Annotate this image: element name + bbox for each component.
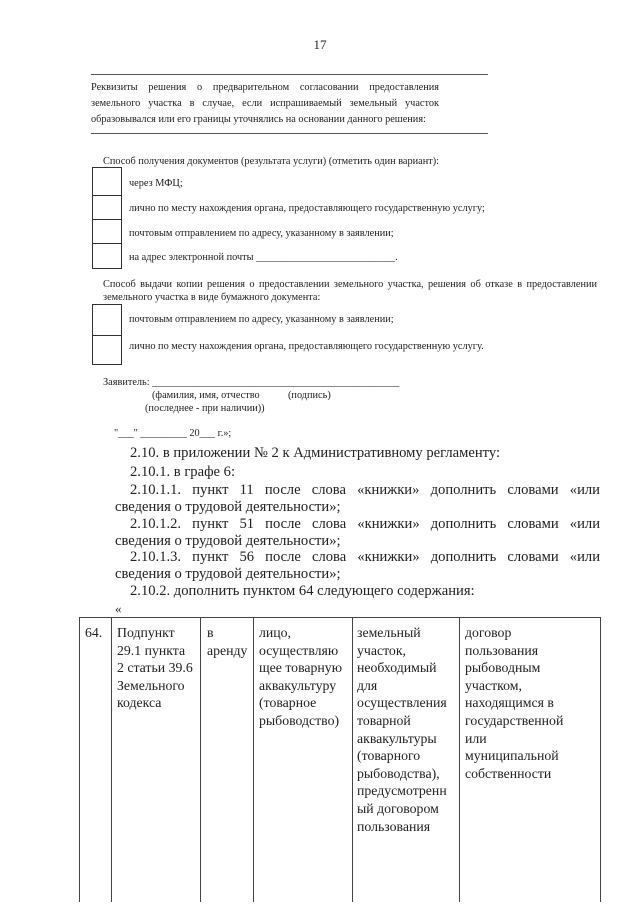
table-cell-number: 64. bbox=[85, 625, 103, 640]
table-border bbox=[459, 617, 460, 902]
issue-method-line-2: земельного участка в виде бумажного документа: bbox=[103, 292, 321, 303]
table-border bbox=[200, 617, 201, 902]
table-cell-document: договор пользования рыбоводным участком, находящимся в государственной или муниципальной собственности bbox=[465, 625, 564, 781]
page-number: 17 bbox=[313, 37, 327, 52]
table-border bbox=[79, 617, 80, 902]
paragraph-2-10-1-3-cont: сведения о трудовой деятельности»; bbox=[115, 566, 341, 582]
option-in-person: лично по месту нахождения органа, предоставляющего государственную услугу; bbox=[129, 203, 485, 214]
table-top-border bbox=[79, 617, 601, 618]
paragraph-2-10-1-2: 2.10.1.2. пункт 51 после слова «книжки» дополнить словами «или bbox=[130, 516, 600, 532]
paragraph-2-10-2: 2.10.2. дополнить пунктом 64 следующего содержания: bbox=[130, 583, 475, 599]
table-cell-basis: Подпункт 29.1 пункта 2 статьи 39.6 Земельного кодекса bbox=[117, 625, 193, 711]
checkbox-email[interactable] bbox=[92, 243, 122, 269]
applicant-signature-caption: (подпись) bbox=[288, 390, 331, 401]
checkbox-issue-post[interactable] bbox=[92, 304, 122, 336]
issue-method-line-1: Способ выдачи копии решения о предоставлении земельного участка, решения об отказе в предоставлении bbox=[103, 279, 597, 290]
paragraph-2-10-1-1-cont: сведения о трудовой деятельности»; bbox=[115, 499, 341, 515]
paragraph-2-10-1: 2.10.1. в графе 6: bbox=[130, 464, 236, 480]
checkbox-mfc[interactable] bbox=[92, 167, 122, 196]
blank-line bbox=[91, 74, 488, 75]
checkbox-post[interactable] bbox=[92, 219, 122, 244]
table-cell-type: в аренду bbox=[207, 625, 248, 658]
rekvizity-line-3: образовывался или его границы уточнялись на основании данного решения: bbox=[91, 114, 426, 125]
paragraph-2-10-1-2-cont: сведения о трудовой деятельности»; bbox=[115, 533, 341, 549]
option-post: почтовым отправлением по адресу, указанному в заявлении; bbox=[129, 228, 394, 239]
issue-option-in-person: лично по месту нахождения органа, предоставляющего государственную услугу. bbox=[129, 341, 484, 352]
checkbox-in-person[interactable] bbox=[92, 195, 122, 220]
paragraph-2-10: 2.10. в приложении № 2 к Административному регламенту: bbox=[130, 445, 501, 461]
applicant-signature-line: Заявитель: ________________________________________________ bbox=[103, 377, 400, 388]
table-border bbox=[111, 617, 112, 902]
rekvizity-line-2: земельного участка в случае, если испрашиваемый земельный участок bbox=[91, 98, 439, 109]
applicant-patronymic-caption: (последнее - при наличии)) bbox=[145, 403, 265, 414]
applicant-fio-caption: (фамилия, имя, отчество bbox=[152, 390, 260, 401]
table-border bbox=[352, 617, 353, 902]
paragraph-2-10-1-3: 2.10.1.3. пункт 56 после слова «книжки» дополнить словами «или bbox=[130, 549, 600, 565]
table-border bbox=[600, 617, 601, 902]
blank-line bbox=[91, 133, 488, 134]
rekvizity-line-1: Реквизиты решения о предварительном согласовании предоставления bbox=[91, 82, 439, 93]
paragraph-2-10-1-1: 2.10.1.1. пункт 11 после слова «книжки» дополнить словами «или bbox=[130, 482, 600, 498]
date-line: "___" _________ 20___ г.»; bbox=[114, 428, 232, 439]
checkbox-issue-in-person[interactable] bbox=[92, 335, 122, 365]
open-quote: « bbox=[115, 601, 122, 616]
table-cell-applicant: лицо, осуществляю щее товарную аквакультуру (товарное рыбоводство) bbox=[259, 625, 343, 728]
table-border bbox=[253, 617, 254, 902]
issue-option-post: почтовым отправлением по адресу, указанному в заявлении; bbox=[129, 314, 394, 325]
table-cell-land: земельный участок, необходимый для осуществления товарной аквакультуры (товарного рыбоводства), предусмотренн ый договором пользования bbox=[357, 625, 447, 834]
receipt-method-title: Способ получения документов (результата услуги) (отметить один вариант): bbox=[103, 156, 440, 167]
option-mfc: через МФЦ; bbox=[129, 178, 183, 189]
option-email: на адрес электронной почты ___________________________. bbox=[129, 252, 398, 263]
